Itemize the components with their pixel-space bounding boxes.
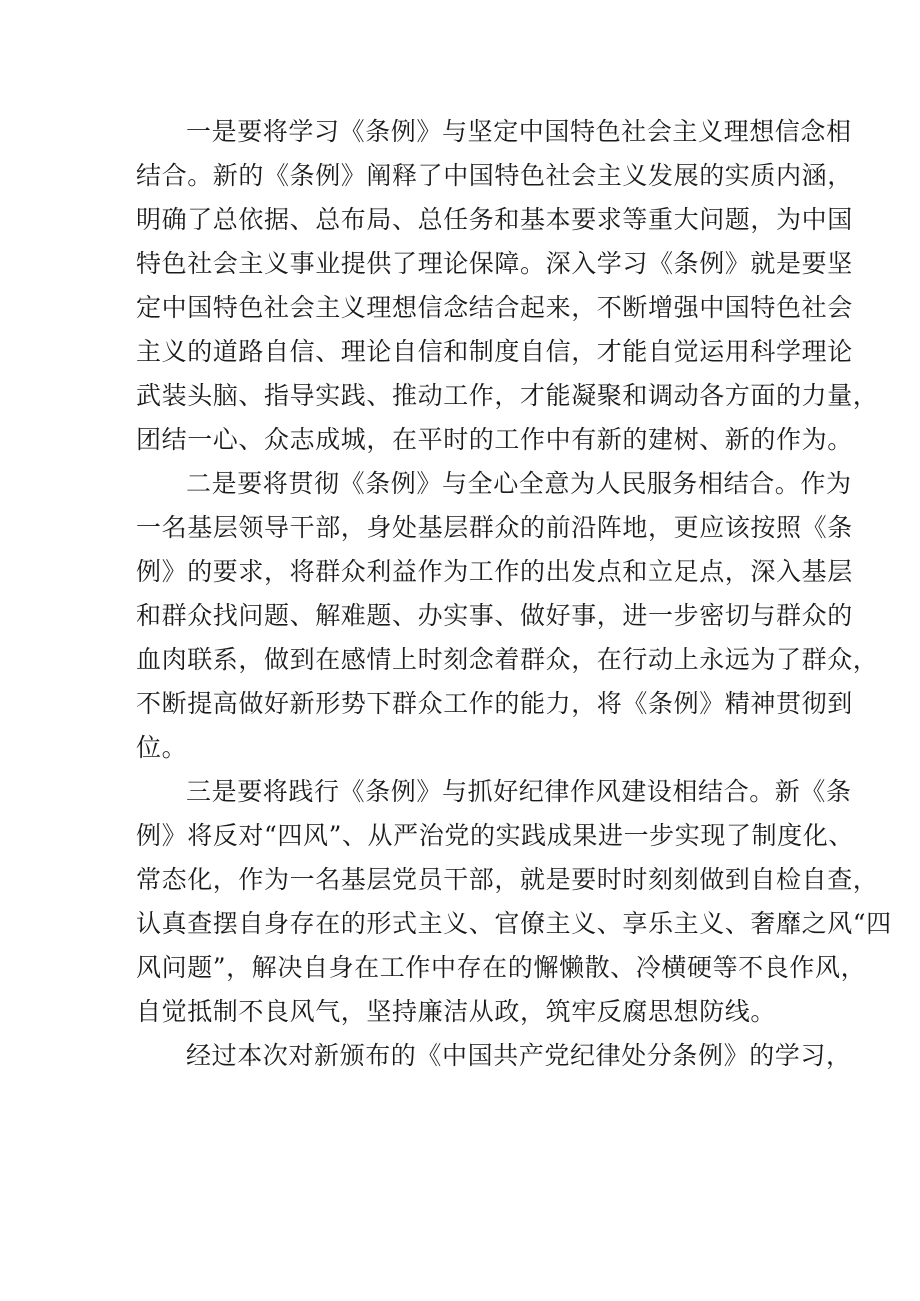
text-line: 和群众找问题、解难题、办实事、做好事，进一步密切与群众的 [136,601,853,630]
text-line: 经过本次对新颁布的《中国共产党纪律处分条例》的学习， [186,1041,852,1070]
paragraph-2 [136,462,879,770]
text-line: 不断提高做好新形势下群众工作的能力，将《条例》精神贯彻到 [136,689,853,718]
text-line: 自觉抵制不良风气，坚持廉洁从政，筑牢反腐思想防线。 [136,997,777,1026]
text-line: 二是要将贯彻《条例》与全心全意为人民服务相结合。作为 [186,469,852,498]
paragraph-4 [136,1034,852,1078]
text-line: 明确了总依据、总布局、总任务和基本要求等重大问题，为中国 [136,205,853,234]
text-line: 武装头脑、指导实践、推动工作，才能凝聚和调动各方面的力量， [136,381,879,410]
paragraph-3 [136,770,892,1034]
text-line: 特色社会主义事业提供了理论保障。深入学习《条例》就是要坚 [136,249,853,278]
text-line: 一名基层领导干部，身处基层群众的前沿阵地，更应该按照《条 [136,513,853,542]
text-line: 认真查摆自身存在的形式主义、官僚主义、享乐主义、奢靡之风“四 [136,909,892,938]
text-line: 风问题”，解决自身在工作中存在的懈懒散、冷横硬等不良作风， [136,953,867,982]
text-line: 团结一心、众志成城，在平时的工作中有新的建树、新的作为。 [136,425,853,454]
text-line: 位。 [136,733,188,762]
text-line: 主义的道路自信、理论自信和制度自信，才能自觉运用科学理论 [136,337,853,366]
text-line: 一是要将学习《条例》与坚定中国特色社会主义理想信念相 [186,117,852,146]
text-line: 三是要将践行《条例》与抓好纪律作风建设相结合。新《条 [186,777,852,806]
text-line: 常态化，作为一名基层党员干部，就是要时时刻刻做到自检自查， [136,865,879,894]
text-line: 例》将反对“四风”、从严治党的实践成果进一步实现了制度化、 [136,821,854,850]
document-body [136,110,892,1078]
paragraph-1 [136,110,879,462]
text-line: 血肉联系，做到在感情上时刻念着群众，在行动上永远为了群众， [136,645,879,674]
text-line: 例》的要求，将群众利益作为工作的出发点和立足点，深入基层 [136,557,853,586]
text-line: 定中国特色社会主义理想信念结合起来，不断增强中国特色社会 [136,293,853,322]
text-line: 结合。新的《条例》阐释了中国特色社会主义发展的实质内涵， [136,161,853,190]
